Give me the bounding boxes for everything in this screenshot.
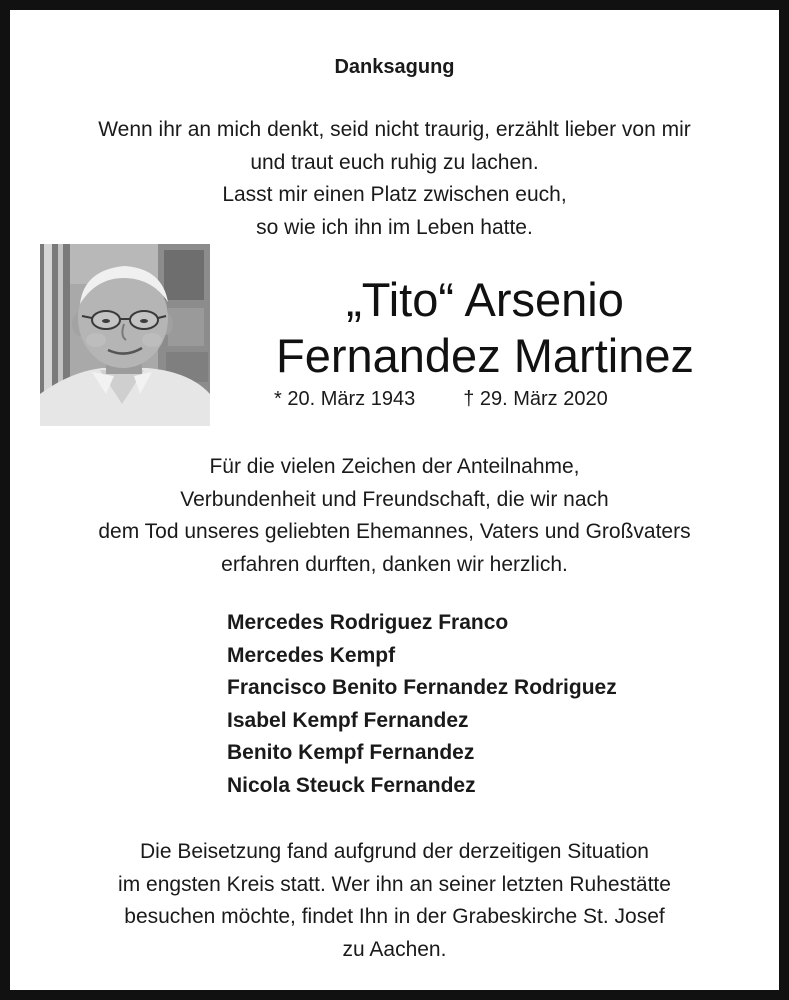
- burial-line: zu Aachen.: [342, 937, 447, 961]
- mourner-name: Mercedes Kempf: [227, 643, 396, 667]
- thanks-line: Verbundenheit und Freundschaft, die wir nach: [180, 487, 609, 511]
- deceased-name-line1: „Tito“ Arsenio: [346, 273, 624, 326]
- mourner-name: Benito Kempf Fernandez: [227, 741, 475, 764]
- death-date: † 29. März 2020: [463, 388, 608, 410]
- mourner-name: Nicola Steuck Fernandez: [227, 773, 476, 797]
- poem: [10, 114, 779, 244]
- burial-notice: [10, 836, 779, 966]
- burial-line: im engsten Kreis statt. Wer ihn an seiner letzten Ruhestätte: [118, 872, 671, 896]
- thanks-line: erfahren durften, danken wir herzlich.: [221, 552, 568, 576]
- life-dates: [274, 387, 608, 411]
- burial-line: besuchen möchte, findet Ihn in der Grabeskirche St. Josef: [124, 905, 665, 928]
- deceased-name-line2: Fernandez Martinez: [276, 329, 694, 382]
- mourners-list: [227, 607, 617, 802]
- thanks-text: [10, 451, 779, 581]
- poem-line: Lasst mir einen Platz zwischen euch,: [222, 183, 567, 206]
- heading: Danksagung: [334, 56, 455, 78]
- birth-date: * 20. März 1943: [274, 388, 416, 410]
- mourner-name: Mercedes Rodriguez Franco: [227, 611, 509, 634]
- thanks-line: Für die vielen Zeichen der Anteilnahme,: [209, 455, 580, 478]
- poem-line: Wenn ihr an mich denkt, seid nicht traurig, erzählt lieber von mir: [98, 118, 691, 141]
- portrait-photo: [40, 244, 210, 426]
- thanks-line: dem Tod unseres geliebten Ehemannes, Vaters und Großvaters: [98, 520, 691, 543]
- deceased-name: [235, 272, 735, 384]
- poem-line: und traut euch ruhig zu lachen.: [250, 150, 539, 174]
- burial-line: Die Beisetzung fand aufgrund der derzeitigen Situation: [139, 840, 649, 863]
- mourner-name: Francisco Benito Fernandez Rodriguez: [227, 676, 617, 699]
- poem-line: so wie ich ihn im Leben hatte.: [256, 215, 533, 239]
- mourner-name: Isabel Kempf Fernandez: [227, 708, 469, 732]
